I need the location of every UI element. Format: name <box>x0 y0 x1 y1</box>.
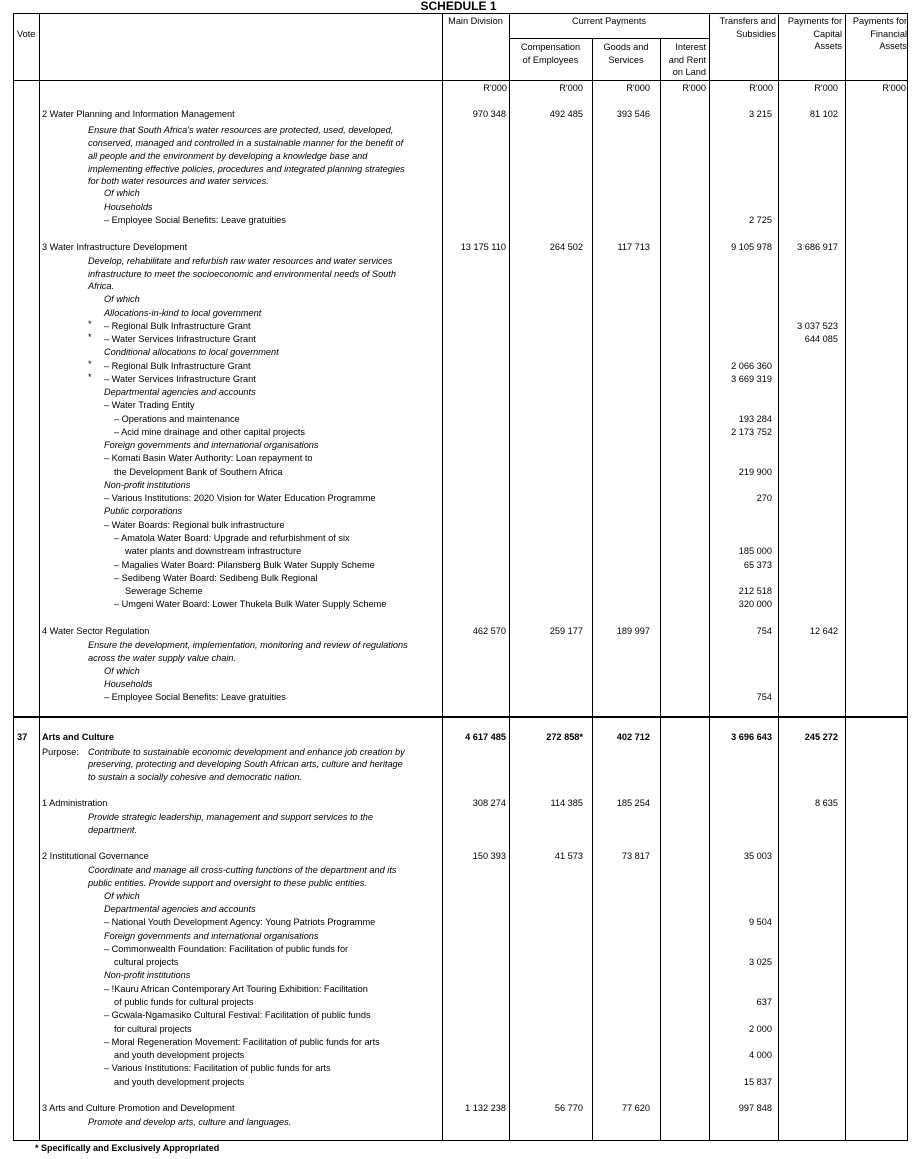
row-label: Foreign governments and international organisations <box>104 440 319 450</box>
amount-trans: 2 173 752 <box>731 427 772 437</box>
header-main-division: Main Division <box>448 16 503 26</box>
col-divider-main <box>442 13 443 1141</box>
row-label: preserving, protecting and developing South African arts, culture and heritage <box>88 759 403 769</box>
row-label: – Various Institutions: Facilitation of public funds for arts <box>104 1063 331 1073</box>
unit-transfers: R'000 <box>749 83 773 93</box>
appropriation-mark: * <box>88 372 92 382</box>
amount-trans: 185 000 <box>738 546 772 556</box>
amount-trans: 3 215 <box>749 109 772 119</box>
amount-main: 970 348 <box>472 109 506 119</box>
row-label: – Water Trading Entity <box>104 400 195 410</box>
col-divider-financial <box>845 13 846 1141</box>
amount-trans: 65 373 <box>743 560 772 570</box>
amount-main: 150 393 <box>472 851 506 861</box>
amount-cap: 3 037 523 <box>797 321 838 331</box>
current-payments-rule <box>509 38 709 39</box>
col-divider-comp <box>509 13 510 1141</box>
row-label: – !Kauru African Contemporary Art Touring Exhibition: Facilitation <box>104 984 368 994</box>
amount-trans: 219 900 <box>738 467 772 477</box>
amount-cap: 81 102 <box>809 109 838 119</box>
header-compensation: Compensation of Employees <box>520 42 581 65</box>
row-label: Promote and develop arts, culture and languages. <box>88 1117 292 1127</box>
row-label: Households <box>104 679 153 689</box>
amount-goods: 402 712 <box>616 732 650 742</box>
header-capital-assets: Payments for Capital Assets <box>787 16 842 51</box>
amount-main: 13 175 110 <box>460 242 506 252</box>
amount-trans: 4 000 <box>749 1050 772 1060</box>
row-label: and youth development projects <box>114 1077 245 1087</box>
header-rule <box>13 80 908 81</box>
row-label: Non-profit institutions <box>104 480 191 490</box>
header-goods-services: Goods and Services <box>603 42 649 65</box>
row-label: – Komati Basin Water Authority: Loan repayment to <box>104 453 313 463</box>
row-label: Of which <box>104 188 140 198</box>
row-label: for both water resources and water services. <box>88 176 269 186</box>
amount-trans: 212 518 <box>738 586 772 596</box>
amount-trans: 9 504 <box>749 917 772 927</box>
amount-comp: 272 858* <box>546 732 583 742</box>
amount-main: 308 274 <box>472 798 506 808</box>
row-label: – Moral Regeneration Movement: Facilitation of public funds for arts <box>104 1037 380 1047</box>
row-label: 3 Arts and Culture Promotion and Development <box>42 1103 235 1113</box>
row-label: – Acid mine drainage and other capital projects <box>114 427 306 437</box>
amount-trans: 754 <box>756 626 772 636</box>
amount-goods: 73 817 <box>621 851 650 861</box>
vote-number: 37 <box>17 732 28 742</box>
amount-trans: 2 725 <box>749 215 772 225</box>
row-label: Of which <box>104 666 140 676</box>
row-label: Provide strategic leadership, management and support services to the <box>88 812 373 822</box>
row-label: of public funds for cultural projects <box>114 997 254 1007</box>
row-label: – Amatola Water Board: Upgrade and refurbishment of six <box>114 533 350 543</box>
row-label: conserved, managed and controlled in a sustainable manner for the benefit of <box>88 138 404 148</box>
amount-trans: 35 003 <box>743 851 772 861</box>
amount-goods: 189 997 <box>616 626 650 636</box>
amount-trans: 997 848 <box>738 1103 772 1113</box>
unit-financial: R'000 <box>882 83 906 93</box>
amount-cap: 644 085 <box>804 334 838 344</box>
col-divider-vote <box>39 13 40 1141</box>
amount-trans: 3 696 643 <box>731 732 772 742</box>
row-label: – Commonwealth Foundation: Facilitation of public funds for <box>104 944 349 954</box>
row-label: – Water Services Infrastructure Grant <box>104 374 256 384</box>
row-label: – Water Boards: Regional bulk infrastructure <box>104 520 285 530</box>
amount-trans: 193 284 <box>738 414 772 424</box>
amount-trans: 637 <box>756 997 772 1007</box>
row-label: Coordinate and manage all cross-cutting functions of the department and its <box>88 865 397 875</box>
row-label: cultural projects <box>114 957 179 967</box>
row-label: for cultural projects <box>114 1024 192 1034</box>
amount-comp: 259 177 <box>549 626 583 636</box>
row-label: – Regional Bulk Infrastructure Grant <box>104 321 251 331</box>
footnote: * Specifically and Exclusively Appropriated <box>35 1143 220 1153</box>
vote-separator <box>13 716 908 718</box>
row-label: Departmental agencies and accounts <box>104 904 256 914</box>
row-label: Arts and Culture <box>42 732 114 742</box>
amount-trans: 270 <box>756 493 772 503</box>
row-label: Households <box>104 202 153 212</box>
amount-trans: 2 000 <box>749 1024 772 1034</box>
row-label: Non-profit institutions <box>104 970 191 980</box>
row-label: Of which <box>104 891 140 901</box>
row-label: – Regional Bulk Infrastructure Grant <box>104 361 251 371</box>
row-label: Purpose: <box>42 747 79 757</box>
amount-trans: 3 669 319 <box>731 374 772 384</box>
appropriation-mark: * <box>88 319 92 329</box>
row-label: – National Youth Development Agency: Young Patriots Programme <box>104 917 376 927</box>
purpose-text: Contribute to sustainable economic development and enhance job creation by <box>88 747 405 757</box>
row-label: Public corporations <box>104 506 183 516</box>
row-label: Departmental agencies and accounts <box>104 387 256 397</box>
amount-goods: 185 254 <box>616 798 650 808</box>
amount-goods: 77 620 <box>621 1103 650 1113</box>
row-label: 1 Administration <box>42 798 108 808</box>
row-label: Foreign governments and international organisations <box>104 931 319 941</box>
row-label: the Development Bank of Southern Africa <box>114 467 283 477</box>
amount-trans: 2 066 360 <box>731 361 772 371</box>
col-divider-capital <box>778 13 779 1141</box>
header-current-payments: Current Payments <box>571 16 647 26</box>
row-label: department. <box>88 825 138 835</box>
amount-comp: 41 573 <box>554 851 583 861</box>
unit-interest: R'000 <box>682 83 706 93</box>
amount-main: 462 570 <box>472 626 506 636</box>
row-label: Conditional allocations to local government <box>104 347 279 357</box>
amount-cap: 3 686 917 <box>797 242 838 252</box>
header-financial-assets: Payments for Financial Assets <box>852 16 907 51</box>
col-divider-goods <box>592 38 593 1141</box>
amount-trans: 3 025 <box>749 957 772 967</box>
unit-comp: R'000 <box>559 83 583 93</box>
amount-trans: 9 105 978 <box>731 242 772 252</box>
row-label: water plants and downstream infrastructure <box>125 546 302 556</box>
row-label: and youth development projects <box>114 1050 245 1060</box>
amount-goods: 117 713 <box>617 242 650 252</box>
amount-cap: 245 272 <box>804 732 838 742</box>
row-label: implementing effective policies, procedures and integrated planning strategies <box>88 164 405 174</box>
amount-trans: 15 837 <box>743 1077 772 1087</box>
amount-comp: 114 385 <box>550 798 583 808</box>
appropriation-mark: * <box>88 359 92 369</box>
unit-main: R'000 <box>483 83 507 93</box>
row-label: 2 Institutional Governance <box>42 851 149 861</box>
amount-comp: 492 485 <box>549 109 583 119</box>
amount-cap: 8 635 <box>815 798 838 808</box>
row-label: Ensure that South Africa's water resources are protected, used, developed, <box>88 125 394 135</box>
row-label: – Water Services Infrastructure Grant <box>104 334 256 344</box>
header-interest-rent: Interest and Rent on Land <box>668 42 706 77</box>
row-label: Develop, rehabilitate and refurbish raw water resources and water services <box>88 256 393 266</box>
unit-capital: R'000 <box>814 83 838 93</box>
amount-main: 4 617 485 <box>465 732 506 742</box>
amount-goods: 393 546 <box>616 109 650 119</box>
row-label: public entities. Provide support and oversight to these public entities. <box>88 878 367 888</box>
row-label: Ensure the development, implementation, monitoring and review of regulations <box>88 640 408 650</box>
amount-cap: 12 642 <box>809 626 838 636</box>
row-label: all people and the environment by developing a knowledge base and <box>88 151 368 161</box>
row-label: 3 Water Infrastructure Development <box>42 242 188 252</box>
row-label: – Sedibeng Water Board: Sedibeng Bulk Regional <box>114 573 318 583</box>
row-label: across the water supply value chain. <box>88 653 237 663</box>
row-label: – Employee Social Benefits: Leave gratuities <box>104 692 286 702</box>
amount-trans: 320 000 <box>738 599 772 609</box>
row-label: Allocations-in-kind to local government <box>104 308 262 318</box>
amount-main: 1 132 238 <box>465 1103 506 1113</box>
row-label: – Gcwala-Ngamasiko Cultural Festival: Facilitation of public funds <box>104 1010 371 1020</box>
row-label: infrastructure to meet the socioeconomic and environmental needs of South <box>88 269 396 279</box>
amount-trans: 754 <box>756 692 772 702</box>
col-divider-transfers <box>709 13 710 1141</box>
row-label: Africa. <box>88 281 115 291</box>
row-label: – Magalies Water Board: Pilansberg Bulk Water Supply Scheme <box>114 560 375 570</box>
appropriation-mark: * <box>88 332 92 342</box>
row-label: – Operations and maintenance <box>114 414 240 424</box>
col-divider-interest <box>660 38 661 1141</box>
row-label: to sustain a socially cohesive and democratic nation. <box>88 772 302 782</box>
row-label: Sewerage Scheme <box>125 586 203 596</box>
row-label: Of which <box>104 294 140 304</box>
row-label: 4 Water Sector Regulation <box>42 626 150 636</box>
row-label: – Employee Social Benefits: Leave gratuities <box>104 215 286 225</box>
amount-comp: 56 770 <box>554 1103 583 1113</box>
page-title: SCHEDULE 1 <box>420 0 497 13</box>
unit-goods: R'000 <box>626 83 650 93</box>
amount-comp: 264 502 <box>549 242 583 252</box>
row-label: – Various Institutions: 2020 Vision for Water Education Programme <box>104 493 376 503</box>
header-vote: Vote <box>17 29 36 39</box>
row-label: 2 Water Planning and Information Management <box>42 109 235 119</box>
header-transfers: Transfers and Subsidies <box>719 16 776 39</box>
row-label: – Umgeni Water Board: Lower Thukela Bulk Water Supply Scheme <box>114 599 387 609</box>
